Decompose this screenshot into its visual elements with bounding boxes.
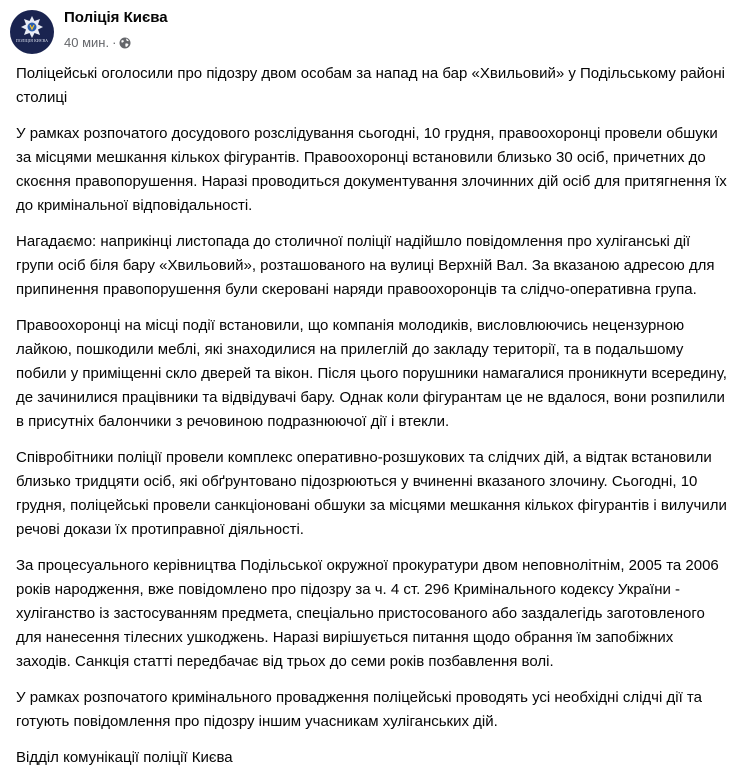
post-body bbox=[0, 62, 745, 770]
meta-separator: · bbox=[112, 35, 117, 50]
police-star-icon bbox=[21, 16, 43, 38]
author-name[interactable]: Поліція Києва bbox=[64, 9, 168, 26]
avatar[interactable] bbox=[10, 10, 54, 54]
post-paragraph: Співробітники поліції провели комплекс оперативно-розшукових та слідчих дій, а відтак встановили близько тридцяти осіб, які обґрунтовано підозрюються у вчиненні вказаного злочину. Сьогодні, 10 грудня, поліцейські провели санкціоновані обшуки за місцями мешкання кількох фігурантів і вилучили речові докази їх протиправної діяльності. bbox=[16, 449, 727, 538]
post-signature: Відділ комунікації поліції Києва bbox=[16, 749, 233, 766]
post-paragraph: У рамках розпочатого досудового розслідування сьогодні, 10 грудня, правоохоронці провели обшуки за місцями мешкання кількох фігурантів. Правоохоронці встановили близько 30 осіб, причетних до скоєння правопорушення. Наразі проводиться документування злочинних дій осіб для притягнення їх до кримінальної відповідальності. bbox=[16, 125, 727, 214]
timestamp[interactable]: 40 мин. bbox=[64, 35, 110, 50]
avatar-caption: ПОЛІЦІЯ КИЄВА bbox=[15, 38, 49, 43]
post-meta bbox=[64, 35, 131, 50]
post-paragraph: За процесуального керівництва Подільської окружної прокуратури двом неповнолітнім, 2005 та 2006 років народження, вже повідомлено про підозру за ч. 4 ст. 296 Кримінального кодексу України - хуліганство із застосуванням предмета, спеціально пристосованого або заздалегідь заготовленого для нанесення тілесних ушкоджень. Наразі вирішується питання щодо обрання їм запобіжних заходів. Санкція статті передбачає від трьох до семи років позбавлення волі. bbox=[16, 557, 719, 670]
post-paragraph: У рамках розпочатого кримінального провадження поліцейські проводять усі необхідні слідчі дії та готують повідомлення про підозру іншим учасникам хуліганських дій. bbox=[16, 689, 702, 730]
post-headline: Поліцейські оголосили про підозру двом особам за напад на бар «Хвильовий» у Подільському районі столиці bbox=[16, 65, 726, 106]
post-paragraph: Правоохоронці на місці події встановили, що компанія молодиків, висловлюючись нецензурною лайкою, пошкодили меблі, які знаходилися на прилеглій до закладу території, та в подальшому побили у приміщенні скло дверей та вікон. Після цього порушники намагалися проникнути всередину, де зачинилися працівники та відвідувачі бару. Однак коли фігурантам це не вдалося, вони розпилили в присутніх балончики з речовиною подразнюючої дії і втекли. bbox=[16, 317, 727, 430]
globe-icon[interactable] bbox=[119, 37, 131, 49]
post-paragraph: Нагадаємо: наприкінці листопада до столичної поліції надійшло повідомлення про хуліганські дії групи осіб біля бару «Хвильовий», розташованого на вулиці Верхній Вал. За вказаною адресою для припинення правопорушення були скеровані наряди правоохоронців та слідчо-оперативна група. bbox=[16, 233, 715, 298]
post-header bbox=[0, 0, 745, 62]
